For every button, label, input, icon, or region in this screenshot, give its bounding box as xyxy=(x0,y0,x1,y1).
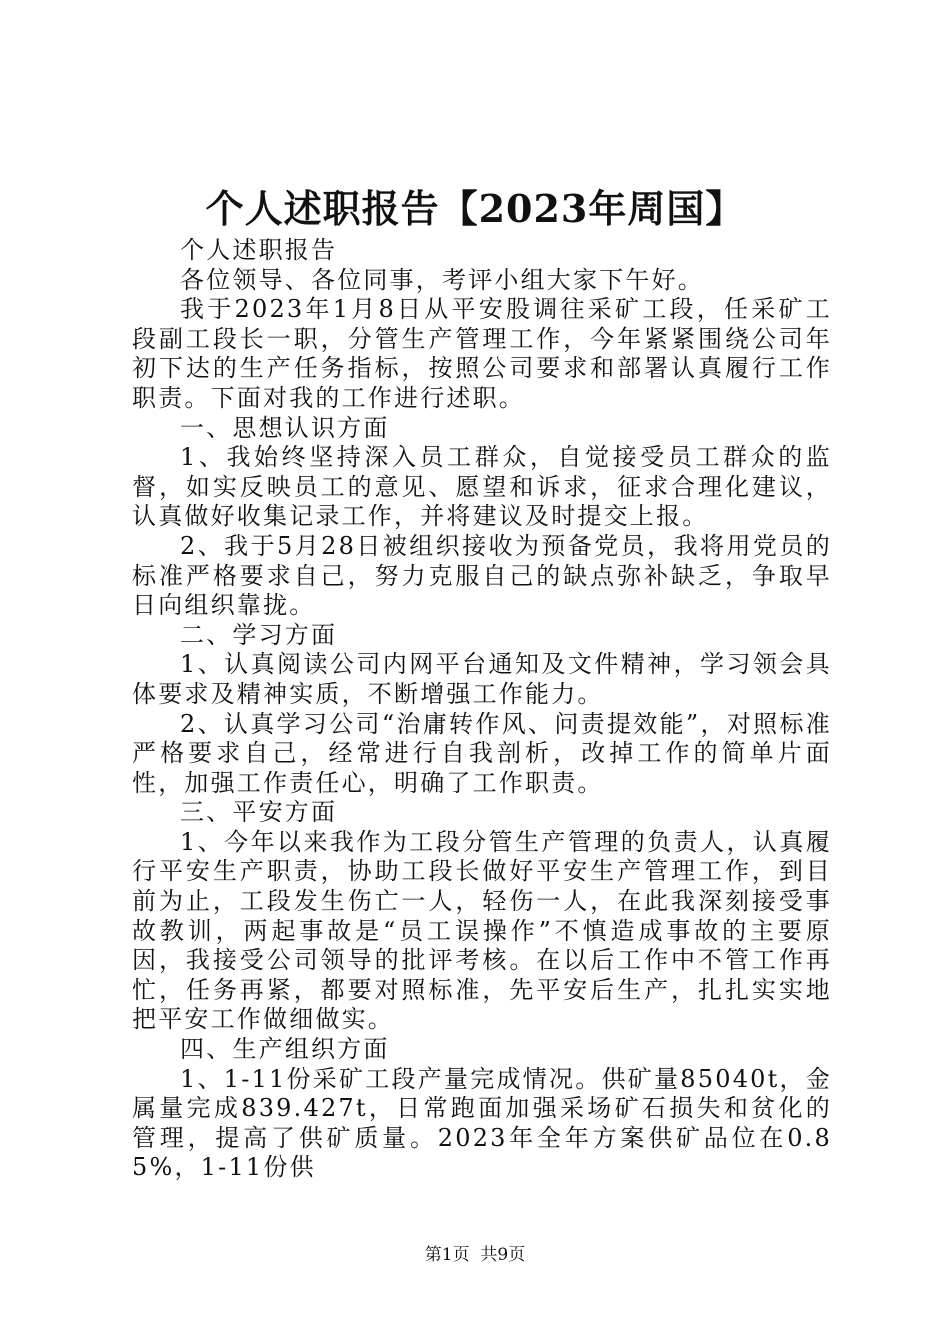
page-number-total: 共9页 xyxy=(480,1245,526,1265)
page-footer xyxy=(0,1244,950,1266)
paragraph-thinking-1: 1、我始终坚持深入员工群众，自觉接受员工群众的监督，如实反映员工的意见、愿望和诉求，征求合理化建议，认真做好收集记录工作，并将建议及时提交上报。 xyxy=(132,443,832,531)
page-number-current: 第1页 xyxy=(424,1245,470,1265)
paragraph-safety-1: 1、今年以来我作为工段分管生产管理的负责人，认真履行平安生产职责，协助工段长做好平安生产管理工作，到目前为止，工段发生伤亡一人，轻伤一人，在此我深刻接受事故教训，两起事故是“员工误操作”不慎造成事故的主要原因，我接受公司领导的批评考核。在以后工作中不管工作再忙，任务再紧，都要对照标准，先平安后生产，扎扎实实地把平安工作做细做实。 xyxy=(132,827,832,1034)
paragraph-study-2: 2、认真学习公司“治庸转作风、问责提效能”，对照标准严格要求自己，经常进行自我剖析，改掉工作的简单片面性，加强工作责任心，明确了工作职责。 xyxy=(132,709,832,797)
section-heading-thinking: 一、思想认识方面 xyxy=(180,413,390,442)
paragraph-report-heading: 个人述职报告 xyxy=(180,236,338,264)
section-heading-study: 二、学习方面 xyxy=(180,620,338,649)
paragraph-thinking-2: 2、我于5月28日被组织接收为预备党员，我将用党员的标准严格要求自己，努力克服自己的缺点弥补缺乏，争取早日向组织靠拢。 xyxy=(132,531,832,620)
paragraph-intro: 我于2023年1月8日从平安股调往采矿工段，任采矿工段副工段长一职，分管生产管理工作，今年紧紧围绕公司年初下达的生产任务指标，按照公司要求和部署认真履行工作职责。下面对我的工作进行述职。 xyxy=(132,295,832,412)
section-heading-safety: 三、平安方面 xyxy=(180,798,338,827)
paragraph-greeting: 各位领导、各位同事，考评小组大家下午好。 xyxy=(180,265,704,294)
footer-spacer xyxy=(470,1245,481,1265)
document-body xyxy=(132,236,832,1183)
document-title: 个人述职报告【2023年周国】 xyxy=(205,186,745,231)
paragraph-study-1: 1、认真阅读公司内网平台通知及文件精神，学习领会具体要求及精神实质，不断增强工作能力。 xyxy=(132,650,832,708)
paragraph-production-1: 1、1-11份采矿工段产量完成情况。供矿量85040t，金属量完成839.427t，日常跑面加强采场矿石损失和贫化的管理，提高了供矿质量。2023年全年方案供矿品位在0.85%，1-11份供 xyxy=(132,1064,832,1182)
section-heading-production: 四、生产组织方面 xyxy=(180,1035,390,1064)
